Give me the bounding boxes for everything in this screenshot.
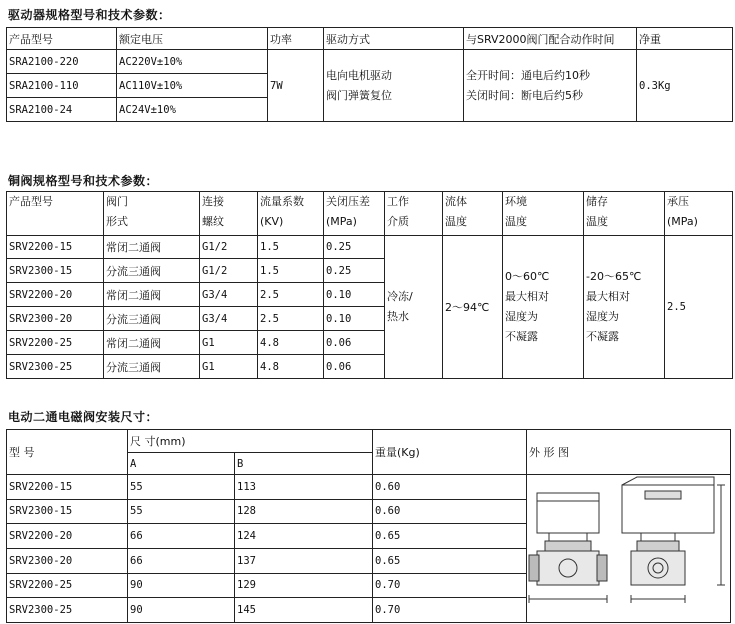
header-line: 温度: [505, 215, 527, 228]
kv-cell: 1.5: [258, 259, 324, 283]
voltage-cell: AC24V±10%: [117, 98, 268, 122]
env-line: 不凝露: [505, 330, 538, 343]
model-cell: SRV2200-15: [7, 475, 128, 500]
section3-title: 电动二通电磁阀安装尺寸：: [8, 410, 159, 424]
env-line: 湿度为: [505, 310, 538, 323]
kv-cell: 2.5: [258, 307, 324, 331]
valve-drawing-cell: [527, 475, 731, 623]
drive-mode-cell: [324, 50, 464, 122]
model-cell: SRA2100-220: [7, 50, 117, 74]
left-valve-body: [537, 551, 599, 585]
left-neck: [549, 533, 587, 541]
driver-spec-table: [6, 27, 733, 122]
model-cell: SRV2300-25: [7, 598, 128, 623]
pressure-diff-cell: 0.10: [324, 283, 385, 307]
right-label-plate: [645, 491, 681, 499]
model-cell: SRV2200-20: [7, 524, 128, 549]
weight-cell: 0.60: [373, 475, 527, 500]
dim-b-cell: 137: [235, 548, 373, 573]
header-line: (KV): [260, 215, 284, 228]
thread-cell: G1/2: [200, 236, 258, 259]
dim-a-cell: 55: [128, 475, 235, 500]
model-cell: SRV2300-20: [7, 307, 104, 331]
voltage-cell: AC110V±10%: [117, 74, 268, 98]
header-cell: [258, 192, 324, 236]
header-cell: [7, 192, 104, 236]
storage-line: 不凝露: [586, 330, 619, 343]
dim-a-cell: 55: [128, 499, 235, 524]
header-cell: 产品型号: [7, 28, 117, 50]
pressure-diff-cell: 0.06: [324, 355, 385, 379]
header-cell: [584, 192, 665, 236]
dim-b-cell: 124: [235, 524, 373, 549]
action-time-line: 关闭时间：断电后约5秒: [466, 88, 583, 102]
model-cell: SRV2300-15: [7, 259, 104, 283]
model-cell: SRV2300-20: [7, 548, 128, 573]
header-cell: [665, 192, 733, 236]
pressure-diff-cell: 0.25: [324, 236, 385, 259]
header-cell: [503, 192, 584, 236]
header-cell: [324, 192, 385, 236]
thread-cell: G1: [200, 355, 258, 379]
valve-type-cell: 分流三通阀: [104, 307, 200, 331]
dim-a-cell: 90: [128, 573, 235, 598]
header-weight-cell: 重量(Kg): [373, 430, 527, 475]
header-line: 环境: [505, 195, 527, 208]
weight-cell: 0.70: [373, 573, 527, 598]
action-time-line: 全开时间：通电后约10秒: [466, 68, 590, 82]
header-line: 产品型号: [9, 195, 53, 208]
dim-a-cell: 66: [128, 524, 235, 549]
header-line: (MPa): [667, 215, 698, 228]
header-cell: [104, 192, 200, 236]
storage-line: -20～65℃: [586, 270, 642, 283]
header-line: (MPa): [326, 215, 357, 228]
header-b-cell: B: [235, 453, 373, 475]
dim-b-cell: 145: [235, 598, 373, 623]
weight-cell: 0.70: [373, 598, 527, 623]
valve-type-cell: 常闭二通阀: [104, 331, 200, 355]
header-line: 流量系数: [260, 195, 304, 208]
model-cell: SRV2200-25: [7, 573, 128, 598]
dim-b-cell: 129: [235, 573, 373, 598]
header-cell: 净重: [637, 28, 733, 50]
weight-cell: 0.65: [373, 548, 527, 573]
thread-cell: G3/4: [200, 307, 258, 331]
medium-line: 热水: [387, 310, 409, 323]
valve-spec-table: [6, 191, 733, 379]
header-model-cell: 型 号: [7, 430, 128, 475]
fluid-temp-cell: 2～94℃: [443, 236, 503, 379]
header-line: 螺纹: [202, 215, 224, 228]
voltage-cell: AC220V±10%: [117, 50, 268, 74]
left-actuator-body: [537, 493, 599, 533]
storage-line: 最大相对: [586, 290, 630, 303]
right-valve-body: [631, 551, 685, 585]
weight-cell: 0.60: [373, 499, 527, 524]
header-line: 阀门: [106, 195, 128, 208]
header-cell: [200, 192, 258, 236]
header-cell: 与SRV2000阀门配合动作时间: [464, 28, 637, 50]
header-line: 介质: [387, 215, 409, 228]
valve-type-cell: 分流三通阀: [104, 259, 200, 283]
header-cell: 驱动方式: [324, 28, 464, 50]
section2-title: 铜阀规格型号和技术参数：: [8, 174, 159, 188]
model-cell: SRV2300-15: [7, 499, 128, 524]
right-neck: [641, 533, 675, 541]
env-line: 0～60℃: [505, 270, 550, 283]
header-cell: [385, 192, 443, 236]
kv-cell: 2.5: [258, 283, 324, 307]
model-cell: SRA2100-110: [7, 74, 117, 98]
right-actuator-top: [622, 477, 714, 485]
valve-type-cell: 常闭二通阀: [104, 283, 200, 307]
valve-outline-drawing: [527, 475, 731, 619]
right-collar: [637, 541, 679, 551]
model-cell: SRV2200-25: [7, 331, 104, 355]
dim-a-cell: 90: [128, 598, 235, 623]
header-line: 温度: [445, 215, 467, 228]
header-line: 温度: [586, 215, 608, 228]
thread-cell: G1/2: [200, 259, 258, 283]
model-cell: SRV2200-20: [7, 283, 104, 307]
medium-line: 冷冻/: [387, 290, 413, 303]
drive-mode-line: 电向电机驱动: [326, 68, 392, 82]
weight-cell: 0.3Kg: [637, 50, 733, 122]
header-line: 承压: [667, 195, 689, 208]
env-temp-cell: [503, 236, 584, 379]
medium-cell: [385, 236, 443, 379]
dim-b-cell: 128: [235, 499, 373, 524]
header-line: 关闭压差: [326, 195, 370, 208]
header-cell: [443, 192, 503, 236]
header-figure-cell: 外 形 图: [527, 430, 731, 475]
storage-line: 湿度为: [586, 310, 619, 323]
dim-a-cell: 66: [128, 548, 235, 573]
section1-title: 驱动器规格型号和技术参数：: [8, 8, 171, 22]
power-cell: 7W: [268, 50, 324, 122]
pressure-diff-cell: 0.06: [324, 331, 385, 355]
header-line: 储存: [586, 195, 608, 208]
header-a-cell: A: [128, 453, 235, 475]
valve-type-cell: 分流三通阀: [104, 355, 200, 379]
header-line: 连接: [202, 195, 224, 208]
model-cell: SRV2300-25: [7, 355, 104, 379]
weight-cell: 0.65: [373, 524, 527, 549]
dim-b-cell: 113: [235, 475, 373, 500]
drive-mode-line: 阀门弹簧复位: [326, 88, 392, 102]
env-line: 最大相对: [505, 290, 549, 303]
header-line: 流体: [445, 195, 467, 208]
kv-cell: 1.5: [258, 236, 324, 259]
thread-cell: G1: [200, 331, 258, 355]
install-size-table: [6, 429, 731, 623]
left-collar: [545, 541, 591, 551]
header-size-cell: 尺 寸(mm): [128, 430, 373, 453]
left-port-right: [597, 555, 607, 581]
thread-cell: G3/4: [200, 283, 258, 307]
model-cell: SRA2100-24: [7, 98, 117, 122]
pressure-diff-cell: 0.10: [324, 307, 385, 331]
header-line: 形式: [106, 215, 128, 228]
kv-cell: 4.8: [258, 331, 324, 355]
action-time-cell: [464, 50, 637, 122]
header-line: 工作: [387, 195, 409, 208]
model-cell: SRV2200-15: [7, 236, 104, 259]
storage-temp-cell: [584, 236, 665, 379]
bearing-pressure-cell: 2.5: [665, 236, 733, 379]
kv-cell: 4.8: [258, 355, 324, 379]
valve-type-cell: 常闭二通阀: [104, 236, 200, 259]
pressure-diff-cell: 0.25: [324, 259, 385, 283]
left-port-left: [529, 555, 539, 581]
header-cell: 功率: [268, 28, 324, 50]
header-cell: 额定电压: [117, 28, 268, 50]
